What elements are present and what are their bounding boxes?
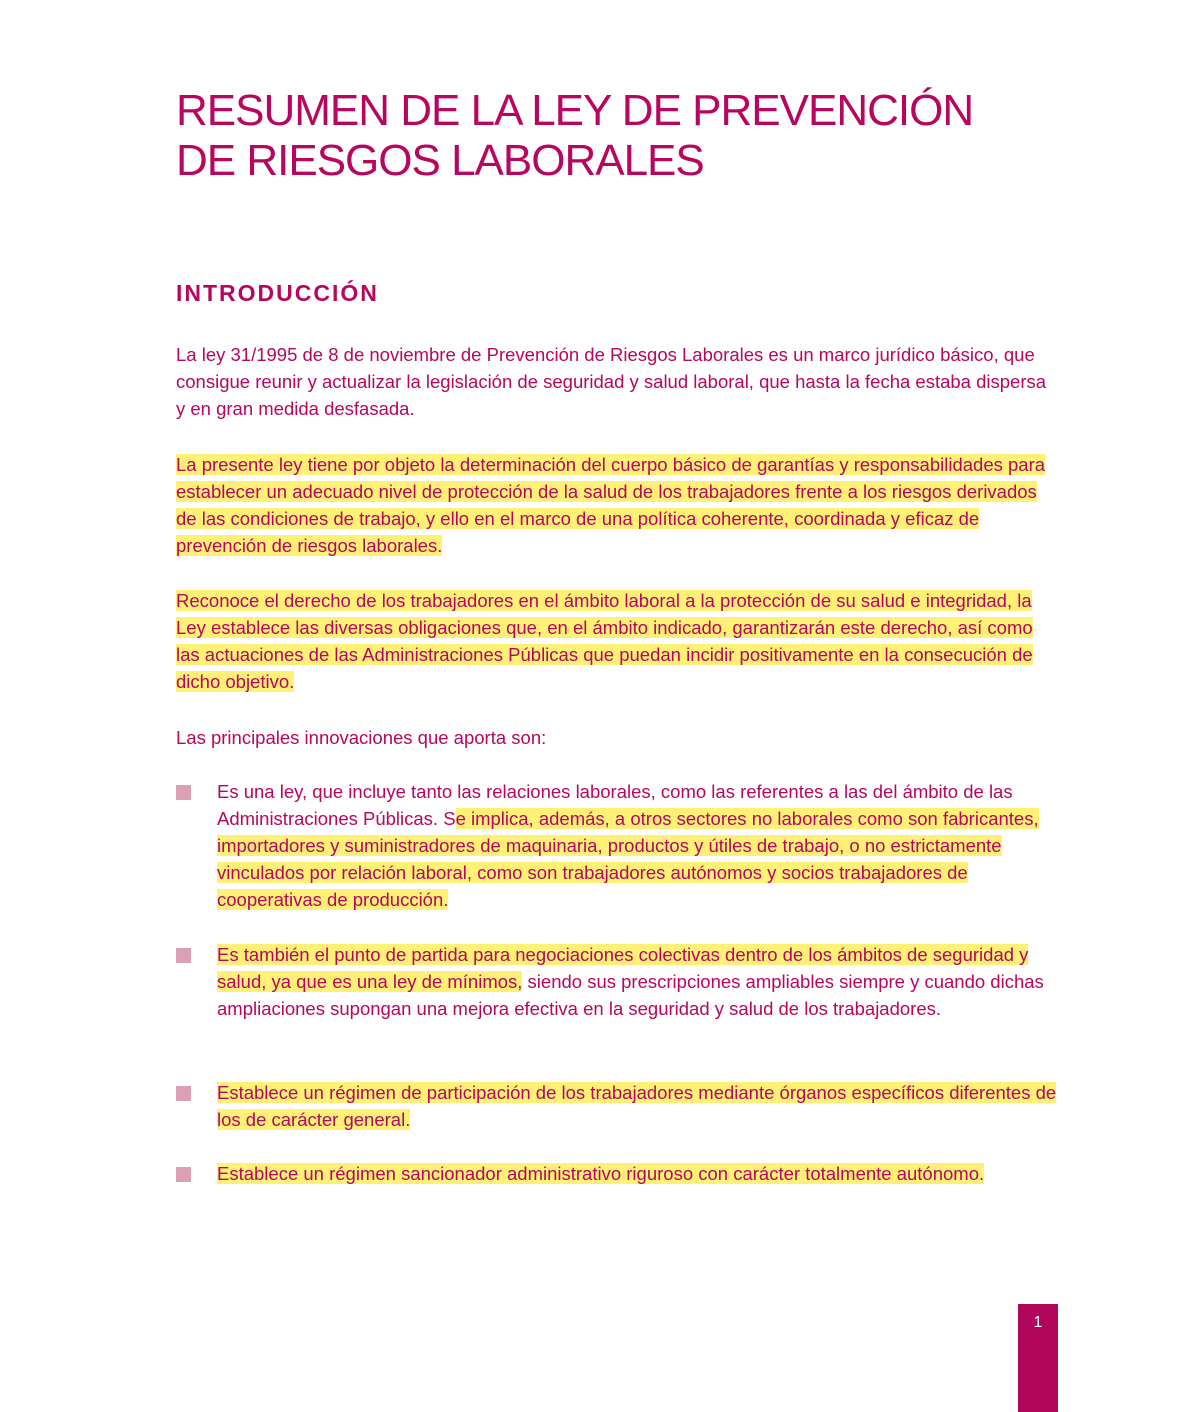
highlighted-text: La presente ley tiene por objeto la determinación del cuerpo básico de garantías y responsabilidades para establecer un adecuado nivel de protección de la salud de los trabajadores frente a los riesgos derivados de las condiciones de trabajo, y ello en el marco de una política coherente, coordinada y eficaz de prevención de riesgos laborales. — [176, 454, 1046, 556]
highlighted-text: e implica, además, a otros sectores no laborales como son fabricantes, importadores y suministradores de maquinaria, productos y útiles de trabajo, o no estrictamente vinculados por relación laboral, como son trabajadores autónomos y socios trabajadores de cooperativas de producción. — [217, 808, 1039, 910]
page-number-tab — [1018, 1304, 1058, 1412]
page-number: 1 — [1033, 1314, 1043, 1331]
innovations-intro: Las principales innovaciones que aporta son: — [176, 727, 547, 748]
highlighted-text: Establece un régimen de participación de los trabajadores mediante órganos específicos diferentes de los de carácter general. — [217, 1082, 1057, 1130]
bullet-square-icon — [176, 785, 191, 800]
section-heading: INTRODUCCIÓN — [176, 280, 379, 306]
list-item — [176, 1079, 1060, 1133]
highlighted-text: Reconoce el derecho de los trabajadores en el ámbito laboral a la protección de su salud e integridad, la Ley establece las diversas obligaciones que, en el ámbito indicado, garantizarán este derecho, así como las actuaciones de las Administraciones Públicas que puedan incidir positivamente en la consecución de dicho objetivo. — [176, 590, 1033, 692]
list-item — [176, 1160, 1060, 1187]
intro-paragraph-2 — [176, 451, 1060, 559]
bullet-square-icon — [176, 948, 191, 963]
intro-paragraph-3 — [176, 587, 1060, 695]
title-line-2: DE RIESGOS LABORALES — [176, 136, 704, 185]
page-title — [176, 86, 1076, 186]
highlighted-text: Establece un régimen sancionador administrativo riguroso con carácter totalmente autónomo. — [217, 1163, 985, 1184]
list-item: Es una ley, que incluye tanto las relaciones laborales, como las referentes a las del ámbito de las Administraciones Públicas. Se implica, además, a otros sectores no laborales como son fabricantes, importadores y suministradores de maquinaria, productos y útiles de trabajo, o no estrictamente vinculados por relación laboral, como son trabajadores autónomos y socios trabajadores de cooperativas de producción. — [176, 778, 1060, 913]
list-item: Es también el punto de partida para negociaciones colectivas dentro de los ámbitos de seguridad y salud, ya que es una ley de mínimos, siendo sus prescripciones ampliables siempre y cuando dichas ampliaciones supongan una mejora efectiva en la seguridad y salud de los trabajadores. — [176, 941, 1060, 1022]
intro-paragraph-1: La ley 31/1995 de 8 de noviembre de Prevención de Riesgos Laborales es un marco jurídico básico, que consigue reunir y actualizar la legislación de seguridad y salud laboral, que hasta la fecha estaba dispersa y en gran medida desfasada. — [176, 344, 1047, 419]
highlighted-text: Es también el punto de partida para negociaciones colectivas dentro de los ámbitos de seguridad y salud, ya que es una ley de mínimos, — [217, 944, 1029, 992]
title-line-1: RESUMEN DE LA LEY DE PREVENCIÓN — [176, 86, 974, 135]
bullet-square-icon — [176, 1086, 191, 1101]
bullet-square-icon — [176, 1167, 191, 1182]
